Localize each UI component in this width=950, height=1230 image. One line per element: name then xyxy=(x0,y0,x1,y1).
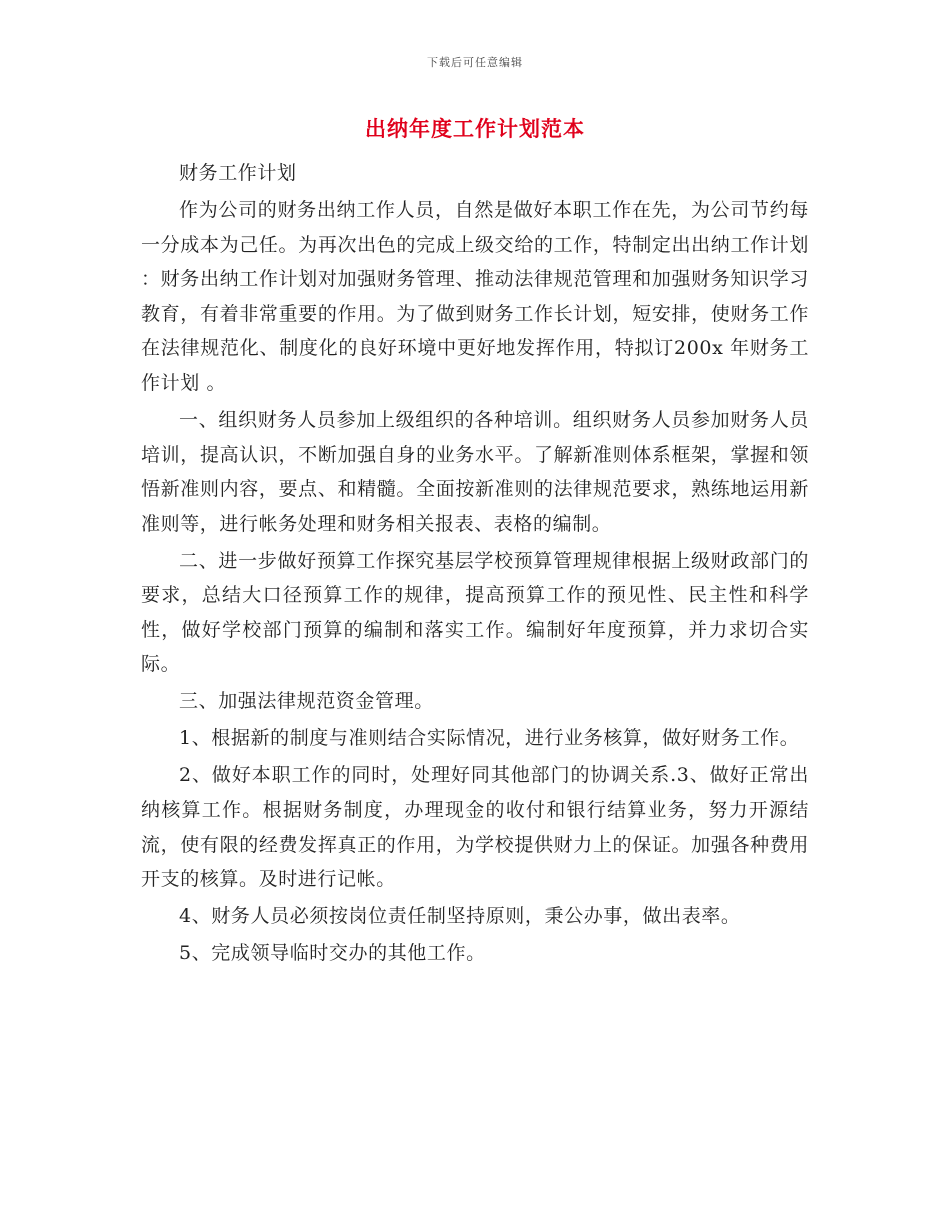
page-header-note: 下载后可任意编辑 xyxy=(427,56,523,69)
paragraph-section-heading: 财务工作计划 xyxy=(179,162,297,184)
paragraph-intro: 作为公司的财务出纳工作人员，自然是做好本职工作在先，为公司节约每一分成本为己任。为再次出色的完成上级交给的工作，特制定出出纳工作计划 ：财务出纳工作计划对加强财务管理、推动法律规范管理和加强财务知识学习教育，有着非常重要的作用。为了做到财务工作长计划，短安排，使财务工作在法律规范化、制度化的良好环境中更好地发挥作用，特拟订200x 年财务工作计划 。 xyxy=(141,198,809,394)
document-title: 出纳年度工作计划范本 xyxy=(365,117,585,141)
paragraph-subitem-1: 1、根据新的制度与准则结合实际情况，进行业务核算，做好财务工作。 xyxy=(179,727,800,750)
document-body xyxy=(141,156,809,971)
paragraph-subitem-4: 4、财务人员必须按岗位责任制坚持原则，秉公办事，做出表率。 xyxy=(179,905,741,928)
paragraph-item-2-budget: 二、进一步做好预算工作探究基层学校预算管理规律根据上级财政部门的要求，总结大口径预算工作的规律，提高预算工作的预见性、民主性和科学性，做好学校部门预算的编制和落实工作。编制好年度预算，并力求切合实际。 xyxy=(141,549,809,676)
paragraph-subitem-5: 5、完成领导临时交办的其他工作。 xyxy=(179,942,486,965)
paragraph-item-3-heading: 三、加强法律规范资金管理。 xyxy=(179,690,434,713)
paragraph-subitem-2: 2、做好本职工作的同时，处理好同其他部门的协调关系.3、做好正常出纳核算工作。根据财务制度，办理现金的收付和银行结算业务，努力开源结流，使有限的经费发挥真正的作用，为学校提供财力上的保证。加强各种费用开支的核算。及时进行记帐。 xyxy=(141,764,809,891)
paragraph-item-1-training: 一、组织财务人员参加上级组织的各种培训。组织财务人员参加财务人员培训，提高认识，不断加强自身的业务水平。了解新准则体系框架，掌握和领悟新准则内容，要点、和精髓。全面按新准则的法律规范要求，熟练地运用新准则等，进行帐务处理和财务相关报表、表格的编制。 xyxy=(141,408,809,535)
